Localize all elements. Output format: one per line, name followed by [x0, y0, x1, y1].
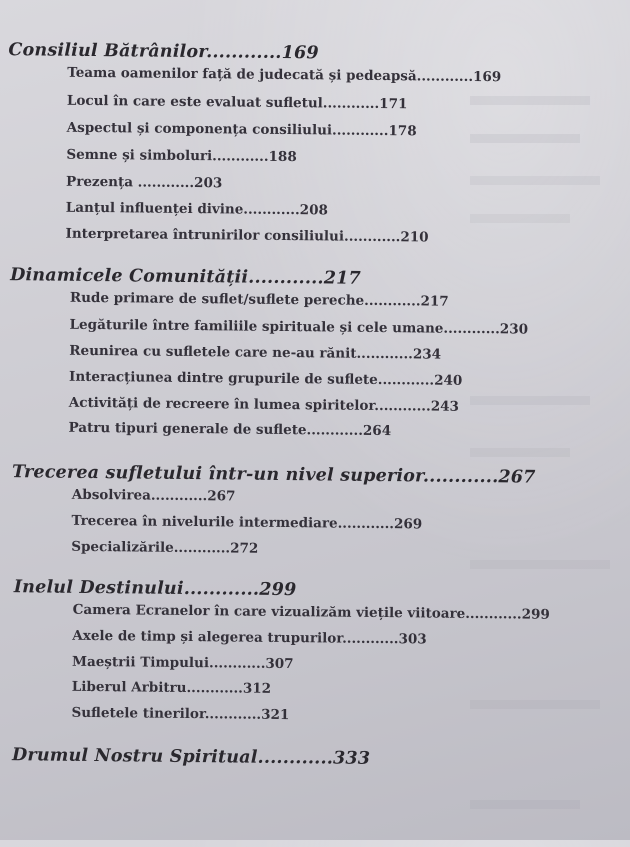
section-title: Drumul Nostru Spiritual............333 — [11, 745, 371, 769]
section-title: Inelul Destinului............299 — [13, 577, 297, 601]
toc-section — [0, 40, 620, 246]
toc-section — [0, 745, 612, 769]
section-title: Consiliul Bătrânilor............169 — [8, 40, 319, 64]
toc-entry: Maeștrii Timpului............307 — [71, 653, 294, 673]
toc-entry: Rude primare de suflet/suflete pereche............217 — [69, 289, 449, 310]
toc-entry: Prezența ............203 — [66, 173, 223, 192]
toc-entry: Trecerea în nivelurile intermediare............269 — [71, 512, 423, 533]
toc-entry: Semne și simboluri............188 — [66, 146, 297, 166]
toc-entry: Teama oamenilor față de judecată și pedeapsă............169 — [67, 64, 502, 86]
toc-entry: Interacțiunea dintre grupurile de suflete............240 — [68, 368, 463, 389]
toc-entry: Legăturile între familiile spirituale și cele umane............230 — [69, 316, 529, 338]
toc-entry: Lanțul influenței divine............208 — [65, 199, 328, 219]
toc-entry: Axele de timp și alegerea trupurilor............303 — [72, 627, 427, 648]
toc-entry: Interpretarea întrunirilor consiliului............210 — [65, 225, 429, 246]
section-title: Trecerea sufletului într-un nivel superior............267 — [11, 462, 536, 488]
toc-entry: Camera Ecranelor în care vizualizăm viețile viitoare............299 — [72, 601, 550, 623]
toc-entry: Activități de recreere în lumea spiritelor............243 — [68, 394, 460, 415]
toc-entry: Specializările............272 — [71, 538, 259, 557]
toc-entry: Sufletele tinerilor............321 — [71, 704, 290, 724]
toc-entry: Reunirea cu sufletele care ne-au rănit............234 — [69, 342, 442, 363]
toc-entry: Patru tipuri generale de suflete............264 — [68, 419, 392, 440]
toc-entry: Locul în care este evaluat sufletul............171 — [66, 92, 408, 113]
toc-entry: Aspectul și componența consiliului............178 — [66, 119, 417, 140]
section-title: Dinamicele Comunității............217 — [10, 265, 361, 289]
toc-section — [0, 577, 614, 724]
toc-section — [0, 265, 617, 440]
toc-entry: Liberul Arbitru............312 — [71, 678, 272, 697]
toc-section — [0, 462, 615, 557]
toc-entry: Absolvirea............267 — [71, 486, 236, 505]
